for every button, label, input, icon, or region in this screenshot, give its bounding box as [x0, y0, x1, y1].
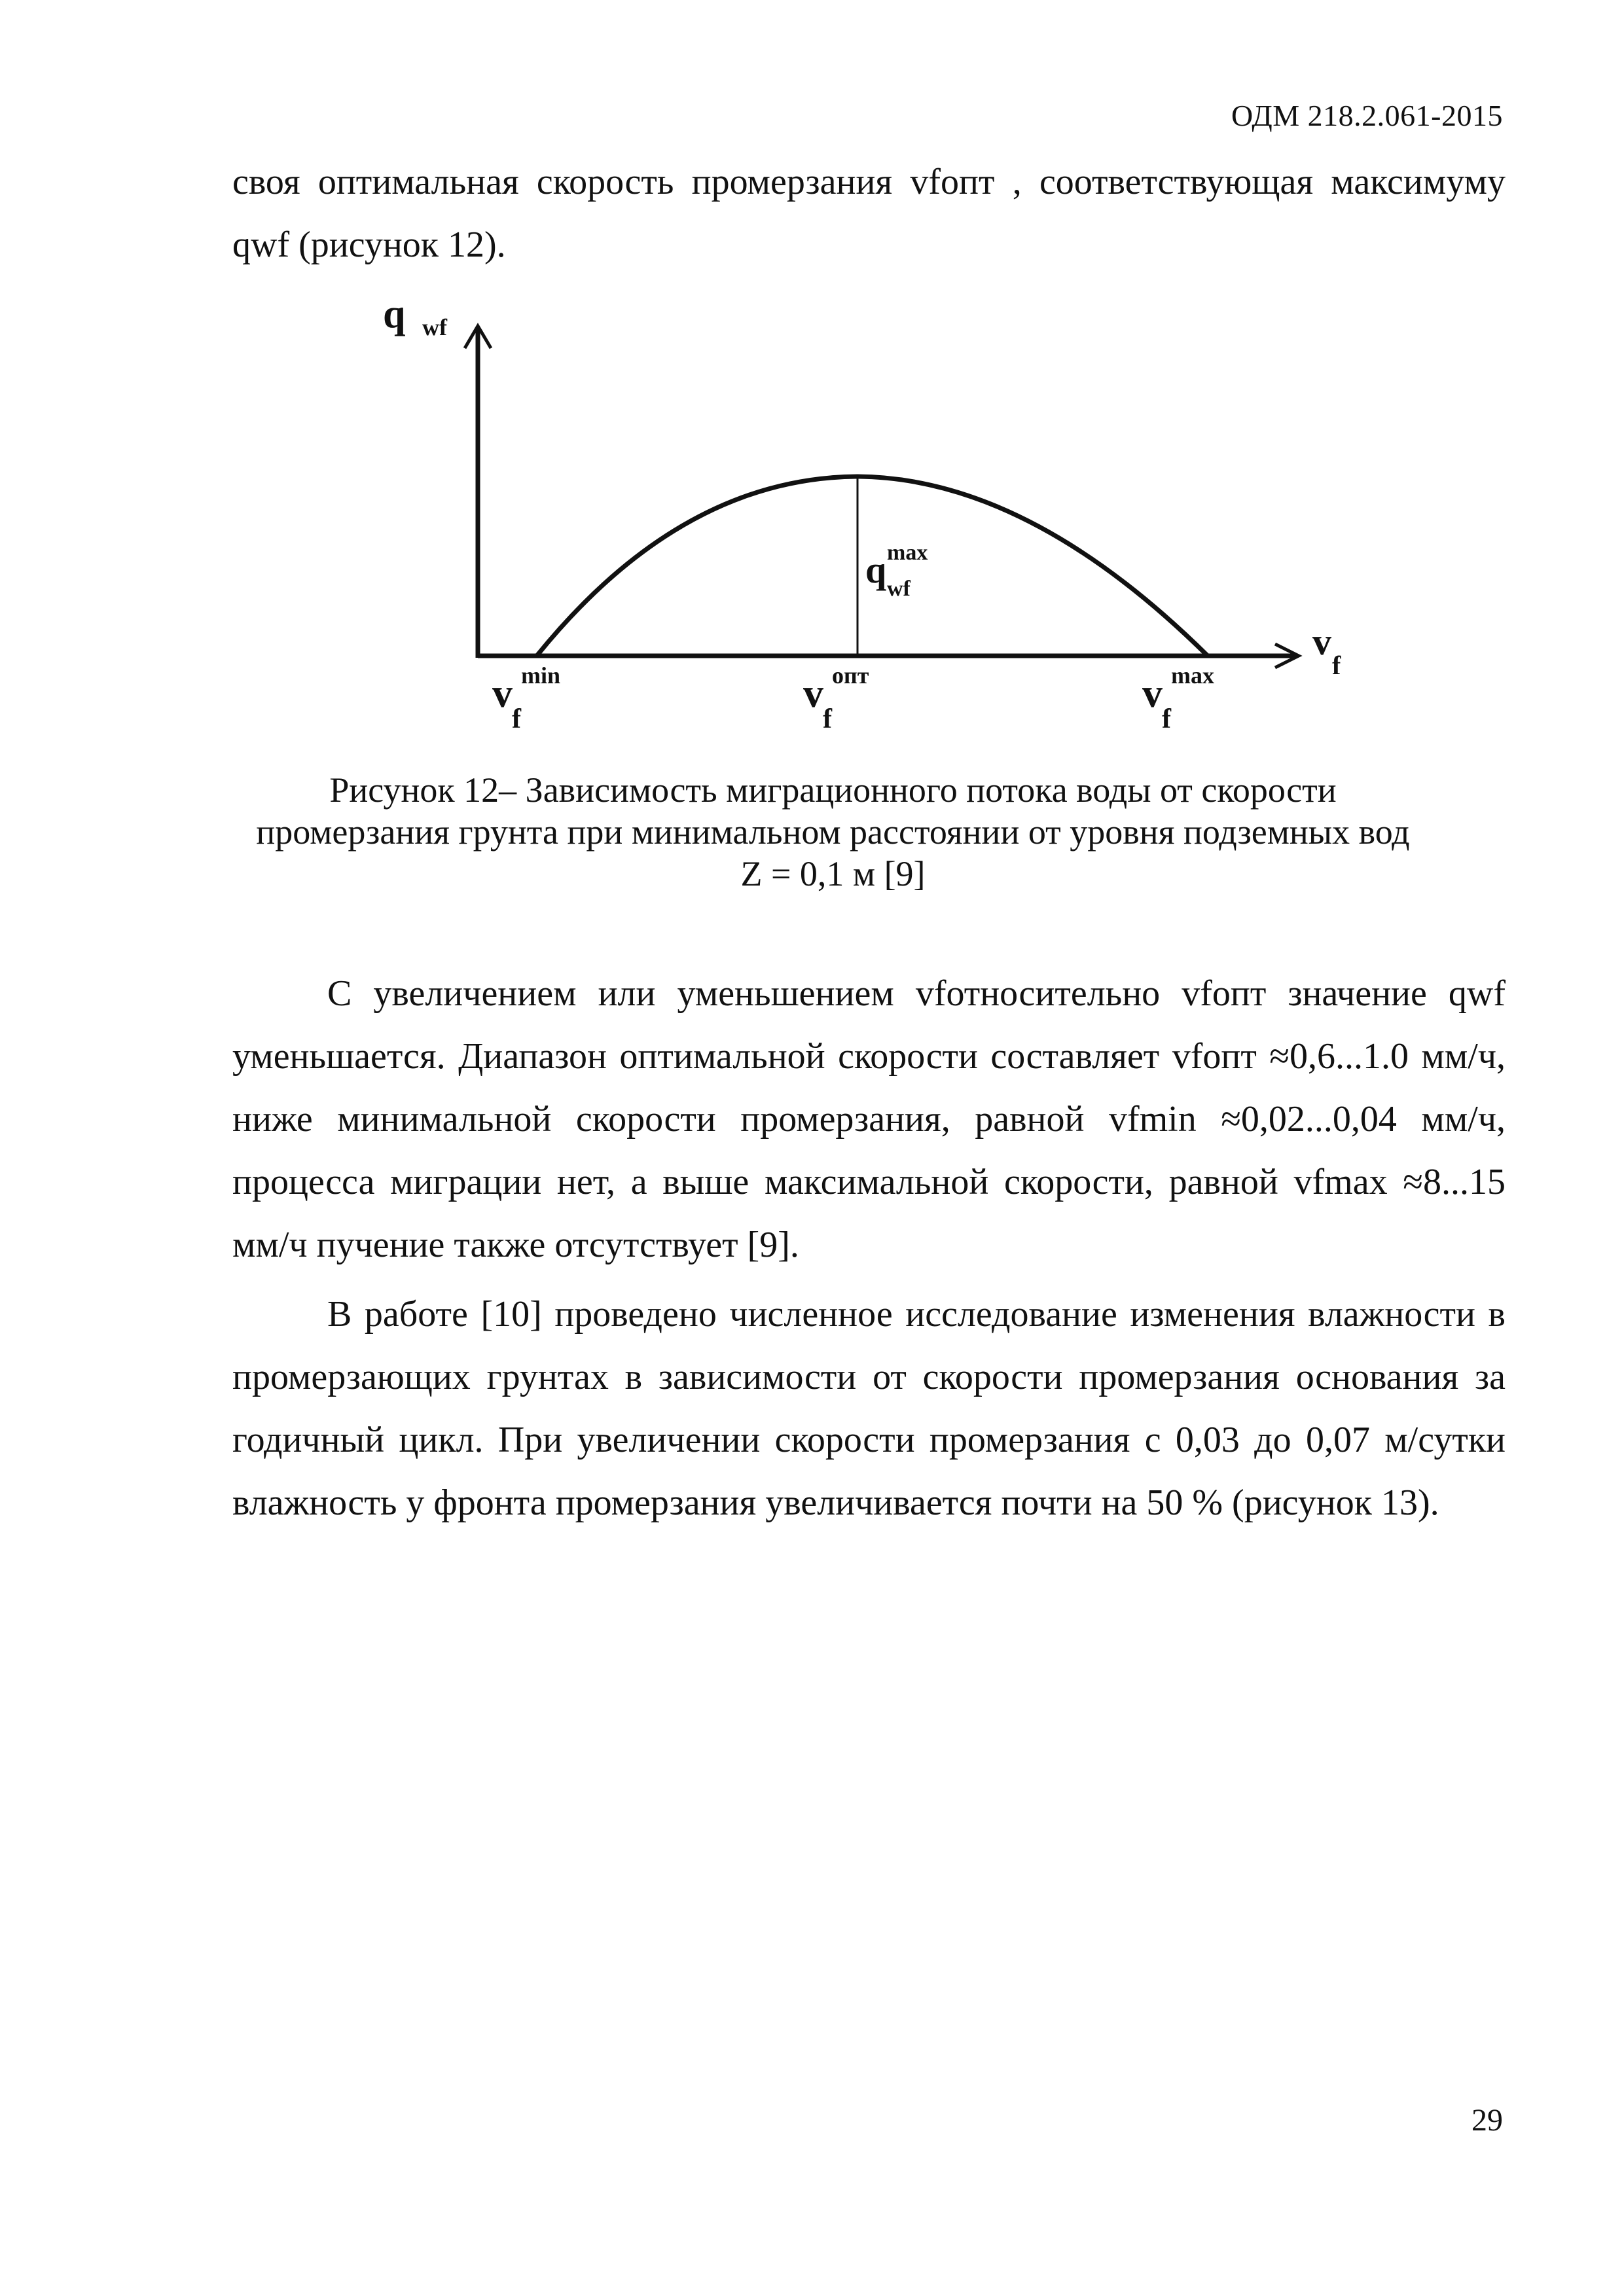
body-paragraph-numerical-study: В работе [10] проведено численное исследование изменения влажности в промерзающих грунтах в зависимости от скорости промерзания основания за годичный цикл. При увеличении скорости промерзания с 0,03 до 0,07 м/сутки влажность у фронта промерзания увеличивается почти на 50 % (рисунок 13).: [232, 1294, 1506, 1523]
page-number: 29: [1471, 2103, 1503, 2138]
y-axis-label-main: q: [383, 292, 406, 336]
tick-min-label-sub: f: [512, 704, 521, 734]
tick-opt-label-sub: f: [823, 704, 832, 734]
figure-12: [367, 288, 1355, 746]
caption-line-2: промерзания грунта при минимальном расстоянии от уровня подземных вод: [256, 812, 1410, 852]
peak-label-main: q: [865, 548, 887, 591]
peak-label-sub: wf: [887, 577, 911, 601]
x-axis-label-sub: f: [1332, 651, 1341, 680]
caption-line-3: Z = 0,1 м [9]: [740, 854, 926, 893]
tick-opt-label-sup: опт: [832, 662, 869, 689]
tick-opt-label-main: v: [803, 672, 823, 716]
tick-min-label-sup: min: [521, 662, 561, 689]
tick-max-label-sup: max: [1171, 662, 1214, 689]
tick-min-label-main: v: [492, 672, 513, 716]
tick-max-label-main: v: [1142, 672, 1163, 716]
body-paragraph-optimal-speed: С увеличением или уменьшением vfотносительно vfопт значение qwf уменьшается. Диапазон оптимальной скорости составляет vfопт ≈0,6...1.0 мм/ч, ниже минимальной скорости промерзания, равной vfmin ≈0,02...0,04 мм/ч, процесса миграции нет, а выше максимальной скорости, равной vfmax ≈8...15 мм/ч пучение также отсутствует [9].: [232, 973, 1506, 1265]
y-axis-label-sub: wf: [422, 314, 447, 340]
caption-line-1: Рисунок 12– Зависимость миграционного потока воды от скорости: [329, 770, 1337, 810]
intro-paragraph: своя оптимальная скорость промерзания vfопт , соответствующая максимуму qwf (рисунок 12).: [232, 162, 1506, 265]
tick-max-label-sub: f: [1162, 704, 1171, 734]
x-axis-label-main: v: [1312, 620, 1331, 663]
document-code: ОДМ 218.2.061-2015: [1231, 99, 1503, 132]
figure-12-caption: [196, 769, 1470, 895]
figure-12-diagram: [367, 288, 1355, 746]
peak-label-sup: max: [887, 541, 928, 565]
